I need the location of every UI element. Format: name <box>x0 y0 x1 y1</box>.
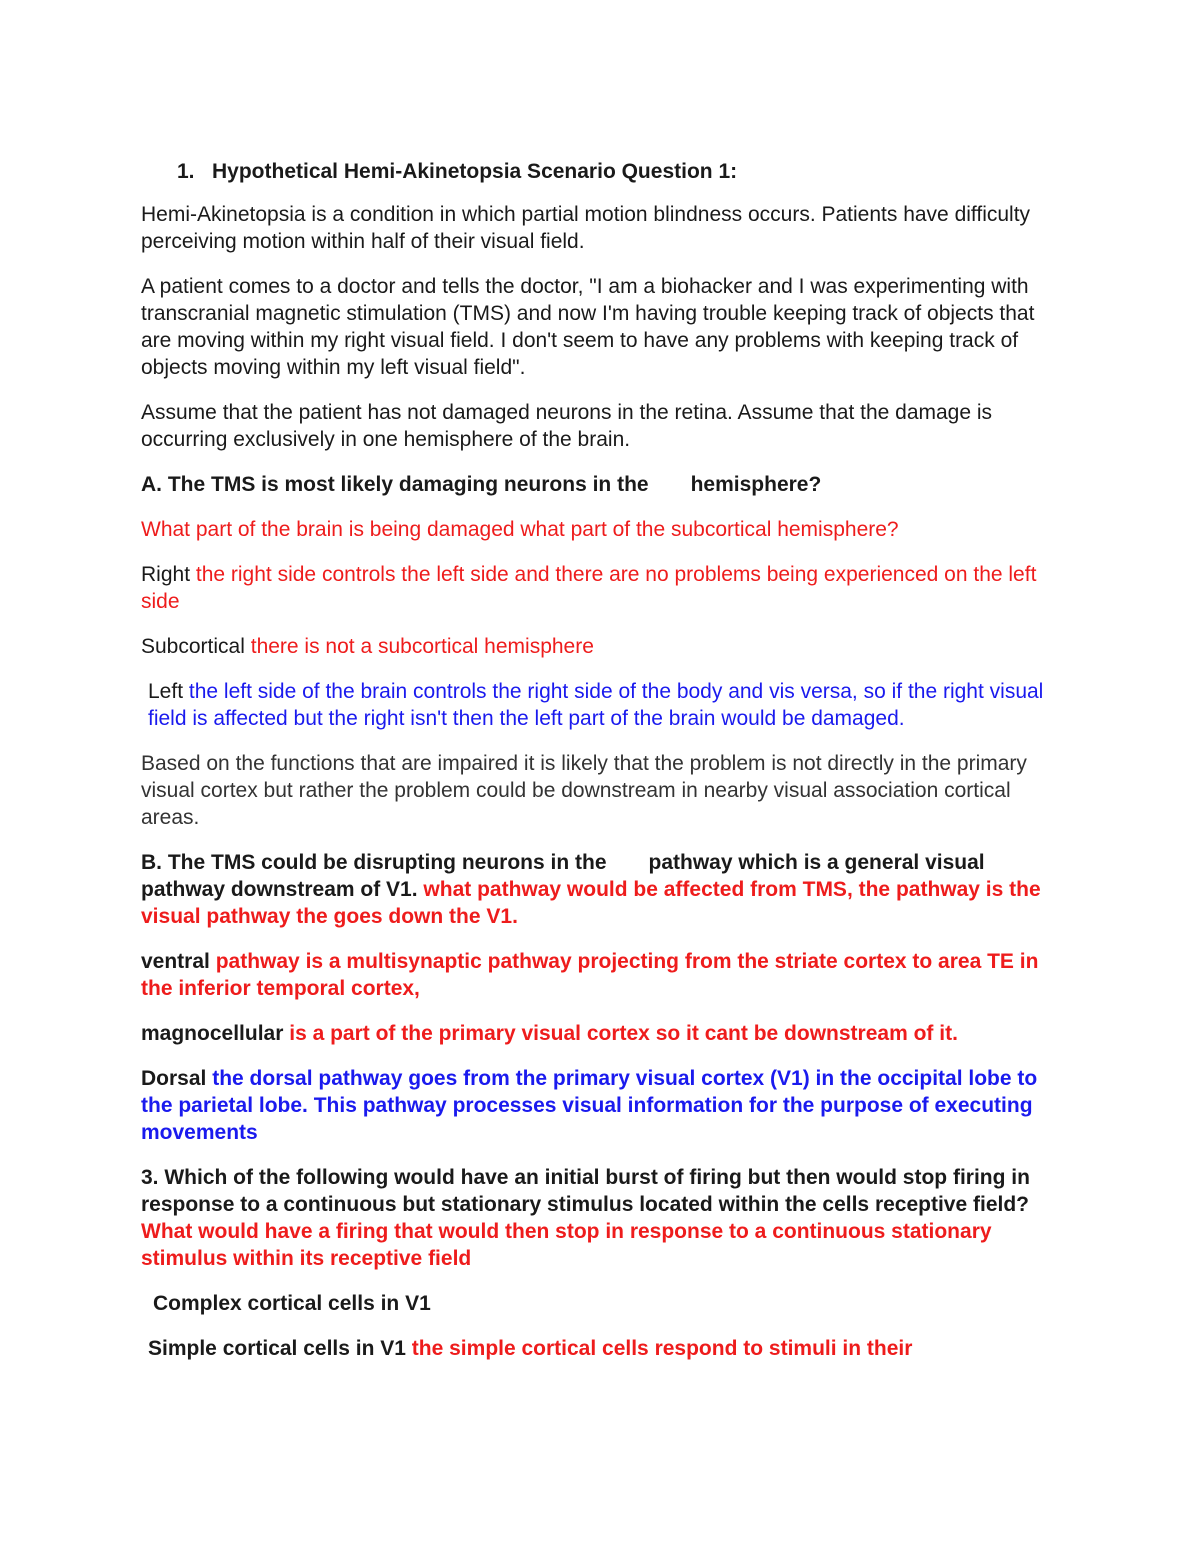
question-3-note: What would have a firing that would then stop in response to a continuous stationary stimulus within its receptive field <box>141 1220 992 1270</box>
option-label: ventral <box>141 950 210 973</box>
option-explanation: the simple cortical cells respond to stimuli in their <box>411 1337 913 1360</box>
question-number: 1. <box>177 160 195 183</box>
part-a-prompt <box>141 471 1061 498</box>
part-a-option-subcortical <box>141 633 1061 660</box>
assumption-paragraph: Assume that the patient has not damaged neurons in the retina. Assume that the damage is occurring exclusively in one hemisphere of the brain. <box>141 401 993 451</box>
option-label: magnocellular <box>141 1022 284 1045</box>
option-explanation: is a part of the primary visual cortex so it cant be downstream of it. <box>289 1022 958 1045</box>
option-label: Complex cortical cells in V1 <box>153 1292 431 1315</box>
part-b-option-ventral <box>141 948 1061 1002</box>
part-b-note: what pathway would be affected from TMS, the pathway is the visual pathway the goes down the V1. <box>141 878 1041 928</box>
document-body <box>141 158 1061 1380</box>
option-explanation: the right side controls the left side and there are no problems being experienced on the left side <box>141 563 1037 613</box>
part-b-prompt-start: B. The TMS could be disrupting neurons in the <box>141 851 607 874</box>
part-a-prompt-start: A. The TMS is most likely damaging neurons in the <box>141 473 649 496</box>
option-label: Dorsal <box>141 1067 207 1090</box>
part-b-option-magnocellular <box>141 1020 1061 1047</box>
question-3-option-simple <box>141 1335 1061 1362</box>
option-label: Left <box>148 680 184 703</box>
intro-paragraph: Hemi-Akinetopsia is a condition in which partial motion blindness occurs. Patients have difficulty perceiving motion within half of their visual field. <box>141 203 1031 253</box>
question-3-prompt <box>141 1164 1061 1272</box>
part-a-option-right <box>141 561 1061 615</box>
option-explanation: pathway is a multisynaptic pathway projecting from the striate cortex to area TE in the inferior temporal cortex, <box>141 950 1039 1000</box>
part-a-option-left <box>141 678 1061 732</box>
option-explanation: the left side of the brain controls the right side of the body and vis versa, so if the right visual field is affected but the right isn't then the left part of the brain would be damaged. <box>148 680 1044 730</box>
option-label: Simple cortical cells in V1 <box>148 1337 406 1360</box>
question-3-option-complex <box>141 1290 1061 1317</box>
scenario-paragraph: A patient comes to a doctor and tells the doctor, "I am a biohacker and I was experimenting with transcranial magnetic stimulation (TMS) and now I'm having trouble keeping track of objects that are moving within my right visual field. I don't seem to have any problems with keeping track of objects moving within my left visual field". <box>141 275 1035 379</box>
option-explanation: there is not a subcortical hemisphere <box>250 635 594 658</box>
part-b-option-dorsal <box>141 1065 1061 1146</box>
option-explanation: the dorsal pathway goes from the primary visual cortex (V1) in the occipital lobe to the parietal lobe. This pathway processes visual information for the purpose of executing movements <box>141 1067 1038 1144</box>
question-1-heading <box>177 158 1061 185</box>
part-a-followup: Based on the functions that are impaired it is likely that the problem is not directly in the primary visual cortex but rather the problem could be downstream in nearby visual association cortical areas. <box>141 752 1027 829</box>
question-title: Hypothetical Hemi-Akinetopsia Scenario Question 1: <box>212 160 738 183</box>
part-b-prompt-end: pathway which is a general visual pathway downstream of V1. <box>141 851 985 901</box>
part-b-prompt <box>141 849 1061 930</box>
question-3-text: 3. Which of the following would have an initial burst of firing but then would stop firing in response to a continuous but stationary stimulus located within the cells receptive field? <box>141 1166 1030 1216</box>
part-a-prompt-end: hemisphere? <box>690 473 822 496</box>
option-label: Right <box>141 563 191 586</box>
option-label: Subcortical <box>141 635 245 658</box>
part-a-note: What part of the brain is being damaged what part of the subcortical hemisphere? <box>141 518 899 541</box>
